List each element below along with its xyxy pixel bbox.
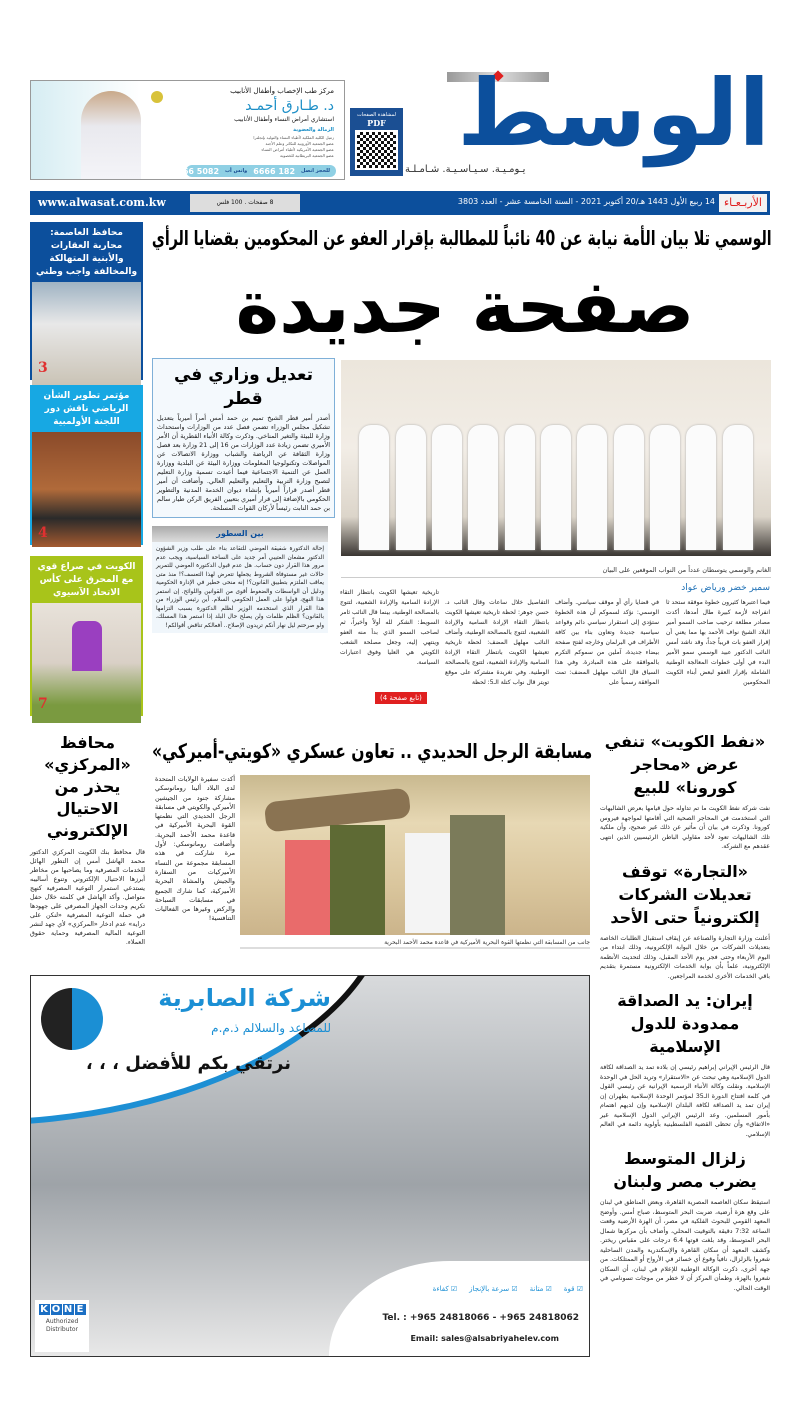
lead-headline[interactable]: الوسمي تلا بيان الأمة نيابة عن 40 نائباً للمطالبة بإقرار العفو عن المحكومين بقضايا الرأي — [152, 226, 772, 250]
byline: سمير خضر ورياض عواد — [681, 583, 770, 593]
qatar-text: أصدر أمير قطر الشيخ تميم بن حمد أمس أمراً أميرياً بتعديل تشكيل مجلس الوزراء تضمن فصل عدد من الوزارات واستحداث وزارة للبيئة والتغير المناخي. وذكرت وكالة الأنباء القطرية أن الأمر الأميري تضمن زيادة عدد الوزارات من 16 إلى 21 وزارة بعد فصل وزارة الثقافة عن الرياضة والشباب ووزارة الاتصالات عن المواصلات وتكنولوجيا المعلومات ووزارة البيئة عن البلدية ووزارة العمل عن التنمية الاجتماعية فيما أعيدت تسمية وزارة التعليم لتصبح وزارة التربية والتعليم والتعليم العالي. وأضافت أن أمير قطر أصدر قراراً أميرياً بإنشاء ديوان الخدمة المدنية والتطوير الحكومي بالإضافة إلى قرار أميري بتعيين الفريق الركن طيار سالم بن حمد النابت رئيساً لأركان القوات المسلحة. — [157, 414, 330, 512]
sidebar-teaser-1[interactable] — [30, 222, 143, 380]
cbk-text: قال محافظ بنك الكويت المركزي الدكتور محمد الهاشل أمس إن التطور الهائل للخدمات المصرفية وما يصاحبها من مخاطر أبرزها الاحتيال الإلكتروني وتنوع أساليبه يستدعي استمرار التوعية المصرفية كنهج متواصل. وأكد الهاشل في كلمته خلال حفل تكريم وحدات الجهاز المصرفي على جهودها في حملة التوعية المصرفية «لنكن على دراية» عدم ادخار «المركزي» لأي جهد لنشر التوعية المالية المصرفية وحماية حقوق العملاء. — [30, 849, 145, 946]
company-sub: للمصاعد والسلالم ذ.م.م — [211, 1021, 331, 1035]
sidebar-teaser-3[interactable] — [30, 556, 143, 716]
lead-column: فيما اعتبرها كثيرون خطوة موفقة ستحد ثا انفراجة لأزمة كبيرة طال أمدها، أكدت مصادر مطلعة ترحيب صاحب السمو أمير البلاد الشيخ نواف الأحمد بها مما يعني أن إقرار العفو بات قريباً جداً، وقد ناشد أمس النائب الدكتور عبيد الوسمي سمو الأمير البدء في أولى خطوات المعالجة الوطنية الشاملة بإقرار العفو لبعض أبناء الكويت المحكومين — [666, 599, 770, 686]
iran-text: قال الرئيس الإيراني إبراهيم رئيسي إن بلاده تمد يد الصداقة لكافة الدول الإسلامية وهي تبحث عن «الاستقرار» وتريد الحل في الوحدة الإسلامية. ونقلت وكالة الأنباء الرسمية الإيرانية عن رئيسي القول في كلمة افتتاح الدورة الـ35 لمؤتمر الوحدة الإسلامية بطهران إن إيران تمد يد الصداقة لكافة البلدان الإسلامية وإن لديهم اهتمام بأمور المسلمين. وعد الرئيس الإيراني الدول الإسلامية غير «الاتفاق» وأن تحظى القضية الفلسطينية بأولوية دائمة في العالم الإسلامي. — [600, 1064, 770, 1138]
quake-text: استيقظ سكان العاصمة المصرية القاهرة، وبعض المناطق في لبنان على وقع هزة أرضية، ضربت البحر المتوسط، صباح أمس. وأوضح المعهد القومي للبحوث الفلكية في مصر، أن الهزة الأرضية وقعت الساعة 7:32 دقيقة بالتوقيت المحلي، وأضاف بأن مركزها شمال البحر المتوسط، وقد بلغت قوتها 6.4 درجات على مقياس ريختر. وكشف المعهد أن سكان القاهرة والإسكندرية والمدن الساحلية شعروا بالزلزال، نافياً وقوع أي خسائر في الأرواح أو الممتلكات. من جهة أخرى، ذكرت الوكالة الوطنية للإعلام في لبنان، أن السكان شعروا بالهزة، وطمأن المركز أن لا خطر من موجات تسونامي في الوقت الحالي. — [599, 1199, 771, 1292]
military-title[interactable]: مسابقة الرجل الحديدي .. تعاون عسكري «كويتي-أميركي» — [151, 739, 592, 763]
continued-link[interactable]: (تابع صفحة 4) — [375, 692, 427, 704]
top-advertisement[interactable] — [30, 80, 345, 180]
teaser-title: مؤتمر تطوير الشأن الرياضي ناقش دور اللجنة الأولمبية — [43, 391, 130, 427]
military-title-wrap[interactable] — [152, 734, 592, 768]
between-lines-title: بين السطور — [152, 526, 328, 542]
ad-slogan: نرتقي بكم للأفضل ، ، ، — [85, 1053, 291, 1074]
qr-code-icon — [355, 130, 398, 170]
teaser-photo — [32, 603, 141, 723]
lead-column: في قضايا رأي أو موقف سياسي. وأضاف الوسمي: نؤكد لسموكم أن هذه الخطوة ستؤدي إلى استقرار سياسي دائم وقواعد سياسية جديدة وتعاون بناء بين كافة الأطراف في البرلمان وخارجه لفتح صفحة بيضاء جديدة، آملين من سموكم التكرم بالموافقة على هذه المبادرة. وفي هذا السياق قال النائب مهلهل المضف: تمت الموافقة رسمياً على — [555, 599, 659, 686]
military-text: أكدت سفيرة الولايات المتحدة لدى البلاد ألينا رومانوسكي مشاركة جنود من الجيشين الأميركي والكويتي في مسابقة الرجل الحديدي التي نظمتها القوة البحرية الأميركية في قاعدة محمد الأحمد البحرية. وأضافت رومانوسكي: لأول مرة شاركت في هذه المسابقة مجموعة من النساء الأميركيات من السفارة والجيش والمشاة البحرية الأميركية، كما شارك الجميع في مسابقات السباحة والركض وغيرها من الفعاليات التنافسية! — [155, 775, 235, 923]
page-number: 4 — [38, 525, 48, 541]
lead-photo — [341, 360, 771, 556]
teaser-photo — [32, 282, 141, 387]
between-lines-text: إحالة الدكتورة شفيقة العوضي للتقاعد بناء على طلب وزير الشؤون الدكتور مشعان العتيبي أمر جديد على الساحة السياسية، ويجب عدم مرور هذا القرار دون حساب. هل عدم قبول الدكتورة العوضي للتمرير حالات غير مستوفاة الشروط يجعلها تتعرض لهذا التعسف؟! منذ متى يعاقب الملتزم بتطبيق القانون؟! إنه منحى خطير في الإدارة الحكومية ودليل أن الواسطات والضغوط أقوى من القوانين واللوائح. إن استمر هذا النهج، قولوا على العمل الحكومي السلام. أين رئيس الوزراء من هذا القرار الذي استخدمه الوزير لظلم الدكتورة بسبب التزامها بالقانون؟ الظلم ظلمات ولن يصلح حال البلد إذا استمر هذا المسلك، ولو صرحتم ليل نهار أنكم تريدون الإصلاح.. أفعالكم تناقض أقوالكم! — [156, 546, 324, 629]
newspaper-logo — [405, 60, 770, 178]
military-photo — [240, 775, 590, 935]
ad-services: زميل الكلية الملكية لأطباء النساء والتوليد بإنجلترا عضو الجمعية الأوروبية للتكاثر وعلم الأجنة عضو الجمعية الأمريكية لأطباء أمراض النساء عضو الجمعية البريطانية للخصوبة — [253, 135, 334, 158]
clinic-logo-icon — [151, 91, 163, 103]
teaser-title: محافظ العاصمة: محاربة العقارات والأبنية المتهالكة والمخالفة واجب وطني — [35, 228, 138, 277]
teaser-title: الكويت في صراع قوي مع المحرق على كأس الاتحاد الآسيوي — [37, 562, 136, 598]
pdf-sub: PDF — [367, 118, 386, 128]
teaser-photo — [32, 432, 141, 547]
kuwait-oil-text: نفت شركة نفط الكويت ما تم تداوله حول قيامها بعرض الشاليهات التي استخدمت في المحاجر الصحية التي أقامتها لمواجهة فيروس كورونا. وذكرت في بيان أن مأثير عن ذلك غير صحيح، وأن ملكية تلك الشاليهات تعود لأحد مقاولي الباطن الرئيسيين الذين انتهى عقدهم مع الشركة. — [600, 805, 770, 850]
ad-phone-strip: للحجز اتصل 182 6666 واتس أب 5082 6666 — [186, 165, 336, 177]
pdf-qr-box[interactable] — [350, 108, 403, 176]
lead-big-title[interactable]: صفحة جديدة — [235, 264, 695, 350]
kuwait-oil-title[interactable]: «نفط الكويت» تنفي عرض «محاجر كورونا» للبيع — [604, 732, 766, 797]
qatar-title: تعديل وزاري في قطر — [173, 365, 314, 409]
lead-column: تاريخية تعيشها الكويت بانتظار التقاء الإرادة السامية والإرادة الشعبية، لتتوج بالمصالحة الوطنية، بينما قال النائب ثامر السويط: الشكر لله أولاً وأخيراً، ثم لصاحب السمو الذي بدأ منه العفو وينتهي إليه، وجعل مصلحة الشعب الكويتي هي العليا وفوق اعتبارات السياسة. — [340, 589, 439, 666]
doctor-photo — [81, 91, 141, 179]
iran-title[interactable]: إيران: يد الصداقة ممدودة للدول الإسلامية — [617, 991, 753, 1056]
page-number: 7 — [38, 696, 48, 712]
sidebar-teaser-2[interactable] — [30, 385, 143, 545]
commerce-title[interactable]: «التجارة» توقف تعديلات الشركات إلكترونياً حتى الأحد — [610, 861, 760, 927]
company-logo-icon — [41, 988, 103, 1050]
between-lines-box[interactable] — [152, 526, 328, 633]
right-news-column — [600, 730, 770, 1301]
ad-features: ☑ قوة ☑ متانة ☑ سرعة بالإنجاز ☑ كفاءة — [432, 1285, 583, 1293]
date-bar — [30, 191, 770, 215]
ad-center-name: مركز طب الإخصاب وأطفال الأنابيب — [230, 87, 334, 95]
qatar-article[interactable] — [152, 358, 335, 518]
company-name: شركة الصابرية — [158, 984, 331, 1012]
tagline: يـومـيـة. سـيـاسـيـة. شـامـلـة — [405, 164, 526, 175]
left-boxes-column — [152, 358, 335, 633]
date-line: 14 ربيع الأول 1443 هـ/20 أكتوبر 2021 - السنة الخامسة عشر - العدد 3803 — [457, 197, 715, 206]
military-caption: جانب من المسابقة التي نظمتها القوة البحرية الأميركية في قاعدة محمد الأحمد البحرية — [240, 939, 590, 949]
ad-doctor-name: د. طـارق أحمـد — [245, 98, 334, 114]
pdf-label: لمشاهدة الصفحات — [356, 112, 397, 118]
ad-email[interactable]: Email: sales@alsabriyahelev.com — [410, 1334, 559, 1343]
cbk-title[interactable]: محافظ «المركزي» يحذر من الاحتيال الإلكتروني — [44, 733, 131, 840]
lead-photo-caption: الغانم والوسمي يتوسطان عدداً من النواب الموقعين على البيان — [341, 566, 771, 578]
ad-services-head: الزمالة والعضوية — [293, 127, 334, 133]
page-number: 3 — [38, 360, 48, 376]
quake-title[interactable]: زلزال المتوسط يضرب مصر ولبنان — [613, 1149, 757, 1191]
lead-headline-wrap[interactable] — [152, 222, 772, 254]
weekday: الأربـعـاء — [719, 194, 767, 212]
ad-phone: Tel. : +965 24818066 - +965 24818062 — [382, 1313, 579, 1323]
commerce-text: أعلنت وزارة التجارة والصناعة عن إيقاف استقبال الطلبات الخاصة بتعديلات الشركات من خلال البوابة الإلكترونية، وذلك ابتداء من اليوم الأربعاء وحتى فجر يوم الأحد المقبل، وذلك لتحديث الأنظمة الإلكترونية، علماً بأن بوابة الخدمات الإلكترونية مستمرة بتقديم باقي الخدمات الأخرى لخدمة المراجعين. — [600, 934, 770, 980]
kone-badge: K O N E Authorized Distributor — [35, 1300, 89, 1352]
logo-text: الوسط — [457, 60, 770, 167]
pages-price: 8 صفحات . 100 فلس — [190, 194, 300, 212]
lead-column: التفاصيل خلال ساعات وقال النائب د. حسن جوهر: لحظة تاريخية تعيشها الكويت بانتظار التقاء الإرادة السامية والإرادة الشعبية، لتتوج بالمصالحة الوطنية، وأضاف النائب مهلهل المضف: لحظة تاريخية تعيشها الكويت بانتظار التقاء الإرادة السامية والإرادة الشعبية، لتتوج بالمصالحة الوطنية. وفي تغريدة مشتركة على موقع تويتر قال نواب كتلة الـ5: لحظة — [445, 599, 549, 686]
website-link[interactable]: www.alwasat.com.kw — [38, 196, 166, 209]
ad-doctor-title: استشاري أمراض النساء وأطفال الأنابيب — [234, 116, 334, 123]
elevator-advertisement[interactable] — [30, 975, 590, 1357]
